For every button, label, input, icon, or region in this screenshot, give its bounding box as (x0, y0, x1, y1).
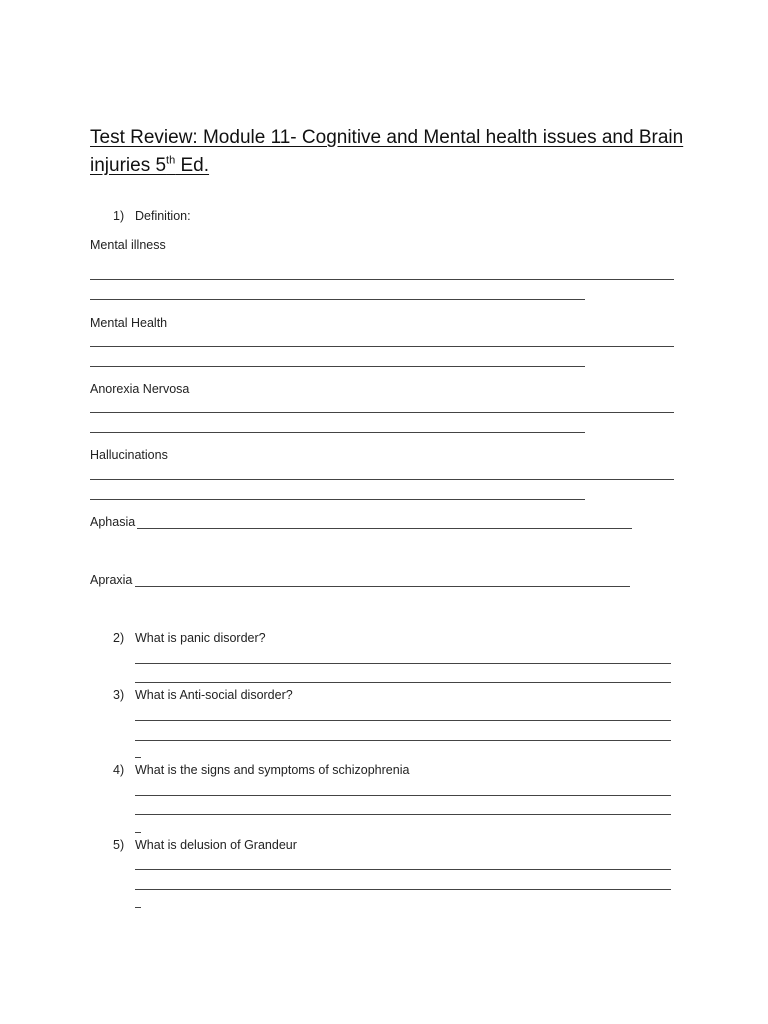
answer-line-stub (135, 832, 141, 833)
answer-line[interactable] (135, 663, 671, 664)
answer-line[interactable] (135, 740, 671, 741)
answer-line[interactable] (135, 682, 671, 683)
title-edition: Ed. (175, 155, 210, 176)
answer-line[interactable] (135, 586, 630, 587)
term-mental-illness: Mental illness (90, 238, 166, 252)
answer-line[interactable] (90, 279, 674, 280)
answer-line[interactable] (135, 720, 671, 721)
term-anorexia-nervosa: Anorexia Nervosa (90, 382, 190, 396)
answer-line[interactable] (135, 869, 671, 870)
answer-line[interactable] (90, 346, 674, 347)
answer-line[interactable] (90, 412, 674, 413)
term-hallucinations: Hallucinations (90, 448, 168, 462)
question-5-text: What is delusion of Grandeur (135, 838, 297, 852)
section-1-number: 1) (113, 209, 125, 223)
answer-line[interactable] (135, 889, 671, 890)
question-2-number: 2) (113, 631, 125, 645)
question-5-number: 5) (113, 838, 125, 852)
answer-line[interactable] (90, 479, 674, 480)
answer-line[interactable] (135, 814, 671, 815)
section-1-heading: Definition: (135, 209, 191, 223)
title-main: Test Review: Module 11- Cognitive and Mental health issues and Brain injuries 5 (90, 127, 684, 176)
title-superscript: th (166, 154, 176, 167)
answer-line-stub (135, 907, 141, 908)
question-2-text: What is panic disorder? (135, 631, 266, 645)
answer-line[interactable] (90, 299, 585, 300)
term-aphasia: Aphasia (90, 515, 136, 529)
answer-line-stub (135, 757, 141, 758)
term-apraxia: Apraxia (90, 573, 133, 587)
answer-line[interactable] (137, 528, 632, 529)
page-title (90, 124, 690, 180)
term-mental-health: Mental Health (90, 316, 168, 330)
question-4-number: 4) (113, 763, 125, 777)
answer-line[interactable] (90, 432, 585, 433)
question-3-text: What is Anti-social disorder? (135, 688, 293, 702)
answer-line[interactable] (90, 366, 585, 367)
answer-line[interactable] (90, 499, 585, 500)
question-3-number: 3) (113, 688, 125, 702)
question-4-text: What is the signs and symptoms of schizophrenia (135, 763, 410, 777)
answer-line[interactable] (135, 795, 671, 796)
